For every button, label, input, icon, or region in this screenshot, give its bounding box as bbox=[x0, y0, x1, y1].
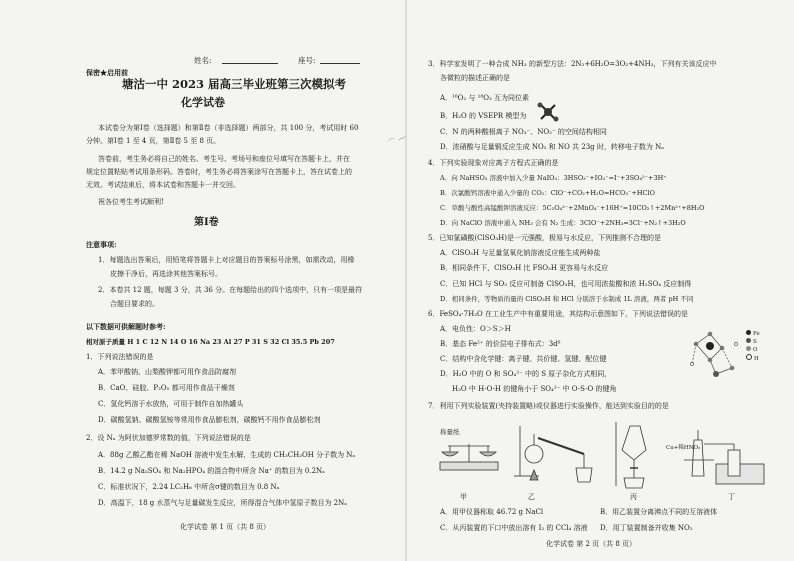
seat-label: 座号: bbox=[298, 56, 316, 65]
intro-line: 祝各位考生考试顺利! bbox=[98, 198, 164, 206]
name-blank bbox=[222, 63, 278, 64]
figure-label: 甲 bbox=[460, 493, 467, 501]
seat-blank bbox=[320, 63, 360, 64]
option: B．14.2 g Na₂SO₄ 和 Na₂HPO₄ 的混合物中所含 Na⁺ 的数目为 0.2Nₐ bbox=[98, 467, 325, 475]
option: D．碳酸氢钠、碳酸氢铵等常用作食品膨松剂，碳酸钙不用作食品膨松剂 bbox=[98, 416, 321, 424]
exam-subject: 化学试卷 bbox=[181, 96, 225, 109]
name-label: 姓名: bbox=[194, 56, 212, 65]
weighing-paper-label: 称量纸 bbox=[440, 428, 460, 436]
option: C．N 的两种酸根离子 NO₃⁻、NO₂⁻ 的空间结构相同 bbox=[440, 128, 607, 136]
option: D．高温下，18 g 水蒸气与足量碳发生反应，所得混合气体中氢原子数目为 2Nₐ bbox=[98, 499, 347, 507]
reference-title: 以下数据可供解题时参考: bbox=[86, 322, 166, 331]
option: A．ClSO₃H 与足量氢氧化钠溶液反应能生成两种盐 bbox=[440, 249, 601, 257]
intro-line: 无效。考试结束后，将本试卷和答题卡一并交回。 bbox=[86, 181, 240, 189]
question-stem: 4．下列实验现象对应离子方程式正确的是 bbox=[428, 159, 559, 167]
option: A．88g 乙酸乙酯在稀 NaOH 溶液中发生水解，生成的 CH₃CH₂OH 分子数为 Nₐ bbox=[98, 451, 356, 459]
option: C．结构中含化学键：离子键、共价键、氢键、配位键 bbox=[440, 355, 607, 363]
apparatus-figure bbox=[434, 420, 774, 492]
option: B．基态 Fe²⁺ 的价层电子排布式：3d⁶ bbox=[440, 340, 561, 348]
question-stem: 7．利用下列实验装置(夹持装置略)或仪器进行实验操作，能达到实验目的的是 bbox=[428, 402, 669, 410]
question-stem: 1．下列说法错误的是 bbox=[86, 353, 154, 361]
exam-title: 塘沽一中 2023 届高三毕业班第三次模拟考 bbox=[122, 77, 347, 91]
option: B．次氯酸钙溶液中通入少量的 CO₂：ClO⁻+CO₂+H₂O=HCO₃⁻+HClO bbox=[440, 189, 655, 197]
intro-line: 分钟。第Ⅰ卷 1 至 4 页，第Ⅱ卷 5 至 8 页。 bbox=[86, 137, 221, 145]
structure-legend bbox=[746, 330, 786, 363]
legend-label: H bbox=[754, 356, 759, 362]
question-stem: 6．FeSO₄·7H₂O 在工业生产中有重要用途，其结构示意图如下，下列说法错误的是 bbox=[428, 310, 688, 318]
notes-title: 注意事项: bbox=[86, 240, 117, 249]
question-stem: 5．已知氯磺酸(ClSO₃H)是一元强酸，极易与水反应，下列推测不合理的是 bbox=[428, 234, 661, 242]
pencil-scribble: ⌒ ⁓ bbox=[386, 132, 408, 149]
part-heading: 第Ⅰ卷 bbox=[194, 217, 219, 228]
option: A．电负性：O＞S＞H bbox=[440, 325, 511, 333]
option: D．H₂O 中的 O 和 SO₄²⁻ 中的 S 原子杂化方式相同， bbox=[440, 370, 612, 378]
option: B．相同条件下，ClSO₃H 比 FSO₃H 更容易与水反应 bbox=[440, 264, 609, 272]
crystal-structure-diagram bbox=[686, 324, 744, 386]
intro-line: 本试卷分为第Ⅰ卷（选择题）和第Ⅱ卷（非选择题）两部分，共 100 分，考试用时 60 bbox=[98, 124, 359, 132]
intro-line: 规定位置粘贴考试用条形码。答卷时，考生务必将答案涂写在答题卡上，答在试卷上的 bbox=[86, 168, 352, 176]
legend-label: Fe bbox=[753, 331, 760, 337]
confidential-mark: 保密★启用前 bbox=[86, 68, 128, 77]
option: C．已知 HCl 与 SO₃ 反应可制备 ClSO₃H，也可用浓盐酸和浓 H₂SO₄ 反应制得 bbox=[440, 280, 692, 288]
note-line: 2．本卷共 12 题，每题 3 分，共 36 分。在每题给出的四个选项中，只有一项是最符 bbox=[98, 286, 363, 294]
figure-label: 丁 bbox=[728, 493, 735, 501]
option-cont: H₂O 中 H-O-H 的键角小于 SO₄²⁻ 中 O-S-O 的键角 bbox=[452, 385, 617, 393]
question-stem: 2．设 Nₐ 为阿伏加德罗常数的值，下列说法错误的是 bbox=[86, 434, 251, 442]
figure-label: 乙 bbox=[528, 493, 535, 501]
vsepr-model-icon bbox=[536, 101, 560, 123]
option: D．向 NaClO 溶液中通入 NH₃ 会有 N₂ 生成：3ClO⁻+2NH₃=3Cl⁻+N₂↑+3H₂O bbox=[440, 219, 686, 227]
note-line: 1．每题选出答案后，用铅笔将答题卡上对应题目的答案标号涂黑，如需改动，用橡 bbox=[98, 256, 355, 264]
legend-label: O bbox=[753, 347, 758, 353]
figure-label: 丙 bbox=[630, 493, 637, 501]
page-footer: 化学试卷 第 1 页（共 8 页） bbox=[180, 523, 271, 531]
question-stem: 3．科学家发明了一种合成 NH₃ 的新型方法：2N₂+6H₂O=3O₂+4NH₃，下列有关该反应中 bbox=[428, 60, 717, 68]
legend-label: S bbox=[753, 339, 757, 345]
option: A．用甲仪器称取 46.72 g NaCl bbox=[440, 508, 544, 516]
reagent-label: Cu+稀HNO₃ bbox=[666, 445, 701, 451]
option: C．标准状况下，2.24 LC₂H₆ 中所含σ键的数目为 0.8 Nₐ bbox=[98, 483, 280, 491]
option: A．¹⁶O₂ 与 ¹⁸O₃ 互为同位素 bbox=[440, 94, 530, 102]
option: D．用丁装置制备并收集 NO₂ bbox=[600, 524, 693, 532]
note-line: 合题目要求的。 bbox=[110, 300, 159, 308]
option: D．相同条件，等物质的量的 ClSO₃H 和 HCl 分别溶于水制成 1L 溶液，两者 pH 不同 bbox=[440, 295, 694, 303]
option: D．浓硝酸与足量铜反应生成 NO₂ 和 NO 共 23g 时，转移电子数为 Nₐ bbox=[440, 143, 664, 151]
option: B．用乙装置分离沸点不同的互溶液体 bbox=[600, 508, 718, 516]
option: B．CaO、硅胶、P₂O₅ 都可用作食品干燥剂 bbox=[98, 384, 235, 392]
intro-line: 答卷前，考生务必将自己的姓名、考生号、考场号和座位号填写在答题卡上，并在 bbox=[98, 155, 350, 163]
question-stem-cont: 各微粒的描述正确的是 bbox=[440, 74, 510, 82]
option: C．草酸与酸性高锰酸钾溶液反应：5C₂O₄²⁻+2MnO₄⁻+16H⁺=10CO₂↑+2Mn²⁺+8H₂O bbox=[440, 204, 705, 212]
option: C．从丙装置的下口中放出溶有 I₂ 的 CCl₄ 溶液 bbox=[440, 524, 588, 532]
option: A．向 NaHSO₃ 溶液中加入少量 NaIO₃：3HSO₃⁻+IO₃⁻=I⁻+3SO₄²⁻+3H⁺ bbox=[440, 174, 667, 182]
atomic-masses: 相对原子质量 H 1 C 12 N 14 O 16 Na 23 Al 27 P 31 S 32 Cl 35.5 Pb 207 bbox=[86, 338, 335, 346]
page-footer: 化学试卷 第 2 页（共 8 页） bbox=[546, 540, 637, 548]
exam-page-2 bbox=[410, 0, 794, 561]
option: A．苯甲酸钠、山梨酸钾都可用作食品防腐剂 bbox=[98, 368, 237, 376]
option: B．H₂O 的 VSEPR 模型为 bbox=[440, 112, 527, 120]
option: C．氢化钙溶于水放热，可用于制作自加热罐头 bbox=[98, 400, 244, 408]
note-line: 皮擦干净后，再选涂其他答案标号。 bbox=[110, 270, 222, 278]
